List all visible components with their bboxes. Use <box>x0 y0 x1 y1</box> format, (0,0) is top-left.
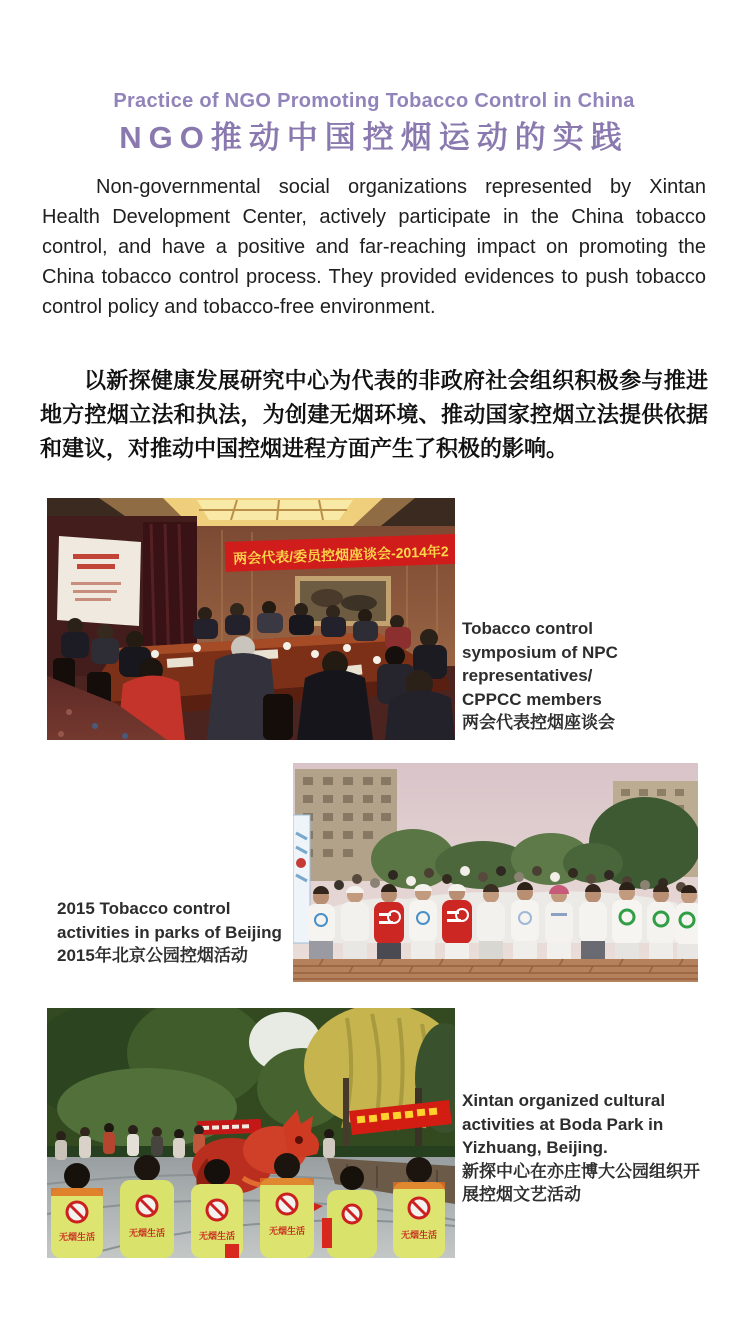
photo-symposium-svg <box>47 498 455 740</box>
vest-text: 无烟生活 <box>58 1232 96 1242</box>
caption-park-activities <box>57 897 303 968</box>
projection-screen <box>57 536 141 626</box>
caption-park-activities-en: 2015 Tobacco control activities in parks of Beijing <box>57 899 282 942</box>
intro-paragraph-en: Non-governmental social organizations represented by Xintan Health Development Center, actively participate in the China tobacco control, and have a positive and far-reaching impact on promoting the China tobacco control process. They provided evidences to push tobacco control policy and tobacco-free environment. <box>42 176 706 318</box>
caption-symposium <box>462 617 654 735</box>
caption-symposium-zh: 两会代表控烟座谈会 <box>462 713 615 732</box>
caption-boda-park <box>462 1089 706 1207</box>
photo-park-group-svg <box>293 763 698 982</box>
caption-boda-park-zh: 新探中心在亦庄博大公园组织开展控烟文艺活动 <box>462 1161 700 1204</box>
caption-park-activities-zh: 2015年北京公园控烟活动 <box>57 946 248 965</box>
caption-boda-park-en: Xintan organized cultural activities at Boda Park in Yizhuang, Beijing. <box>462 1091 666 1157</box>
photo-boda-park-svg <box>47 1008 455 1258</box>
small-banner <box>197 1119 261 1135</box>
caption-symposium-en: Tobacco control symposium of NPC representatives/ CPPCC members <box>462 619 618 709</box>
photo-symposium <box>47 498 455 740</box>
vest-text: 无烟生活 <box>128 1228 166 1238</box>
vest-text: 无烟生活 <box>400 1230 438 1240</box>
vest-text: 无烟生活 <box>198 1231 236 1241</box>
page-title-en: Practice of NGO Promoting Tobacco Control in China <box>113 90 635 112</box>
vest-text: 无烟生活 <box>268 1226 306 1236</box>
meeting-banner-text: 两会代表/委员控烟座谈会-2014年2 <box>232 543 449 567</box>
photo-park-group <box>293 763 698 982</box>
brick-ground <box>293 959 698 982</box>
intro-paragraph-zh: 以新探健康发展研究中心为代表的非政府社会组织积极参与推进地方控烟立法和执法，为创建无烟环境、推动国家控烟立法提供依据和建议，对推动中国控烟进程方面产生了积极的影响。 <box>40 368 708 461</box>
page-title-zh: NGO推动中国控烟运动的实践 <box>119 120 629 155</box>
photo-boda-park <box>47 1008 455 1258</box>
